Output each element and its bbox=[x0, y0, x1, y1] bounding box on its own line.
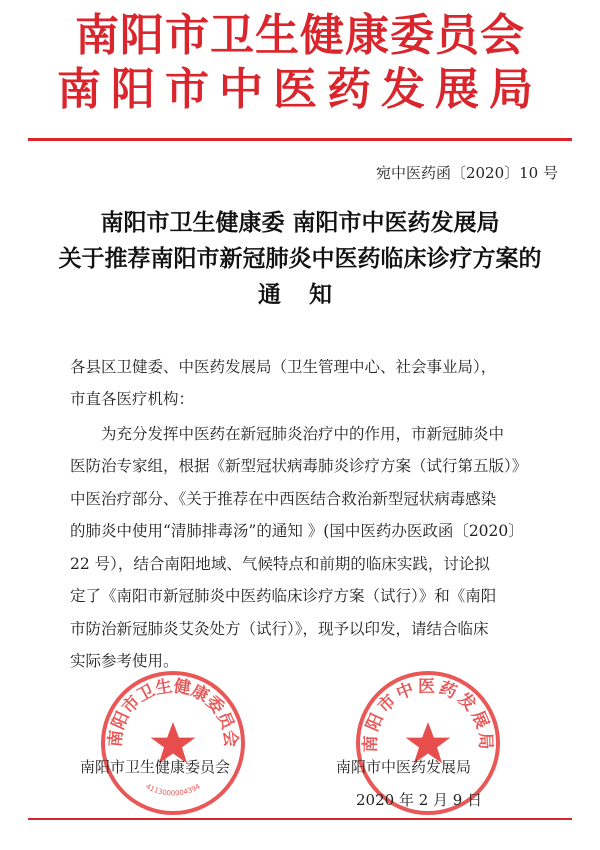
signature-health-commission: 南阳市卫生健康委员会 bbox=[80, 758, 231, 776]
body-line-8: 实际参考使用。 bbox=[70, 652, 179, 670]
footer-divider bbox=[28, 818, 572, 820]
title-line-2: 关于推荐南阳市新冠肺炎中医药临床诊疗方案的 bbox=[58, 245, 542, 272]
addressee-line-1: 各县区卫健委、中医药发展局（卫生管理中心、社会事业局）， bbox=[70, 358, 497, 376]
document-date: 2020 年 2 月 9 日 bbox=[356, 791, 483, 809]
letterhead-divider bbox=[28, 138, 572, 141]
seal-health-commission-graphic bbox=[98, 668, 248, 818]
body-line-3: 中医治疗部分、《关于推荐在中西医结合救治新型冠状病毒感染 bbox=[70, 490, 497, 508]
body-line-4: 的肺炎中使用“清肺排毒汤”的通知 》(国中医药办医政函〔2020〕 bbox=[70, 522, 524, 540]
body-line-5: 22 号），结合南阳地域、气候特点和前期的临床实践，讨论拟 bbox=[70, 555, 490, 573]
svg-text:4113000004394 bbox=[144, 782, 202, 797]
document-number: 宛中医药函〔2020〕10 号 bbox=[375, 164, 558, 182]
seal-right-text: 南阳市中医药发展局 bbox=[360, 677, 496, 753]
signature-tcm-bureau: 南阳市中医药发展局 bbox=[336, 758, 472, 776]
official-seal-health-commission bbox=[98, 668, 248, 818]
addressee-line-2: 市直各医疗机构： bbox=[70, 390, 195, 408]
title-line-1: 南阳市卫生健康委 南阳市中医药发展局 bbox=[100, 209, 500, 236]
body-line-2: 医防治专家组，根据《新型冠状病毒肺炎诊疗方案（试行第五版）》 bbox=[70, 457, 528, 475]
body-line-6: 定了《南阳市新冠肺炎中医药临床诊疗方案（试行）》和《南阳 bbox=[70, 587, 497, 605]
body-line-1: 为充分发挥中医药在新冠肺炎治疗中的作用，市新冠肺炎中 bbox=[101, 425, 505, 443]
title-line-3: 通 知 bbox=[257, 281, 342, 308]
letterhead-line-1: 南阳市卫生健康委员会 bbox=[75, 10, 525, 61]
seal-left-code: 4113000004394 bbox=[144, 782, 202, 798]
letterhead-line-2: 南阳市中医药发展局 bbox=[57, 64, 543, 115]
seal-left-text: 南阳市卫生健康委员会 bbox=[105, 676, 241, 749]
body-line-7: 市防治新冠肺炎艾灸处方（试行）》，现予以印发，请结合临床 bbox=[70, 620, 489, 638]
